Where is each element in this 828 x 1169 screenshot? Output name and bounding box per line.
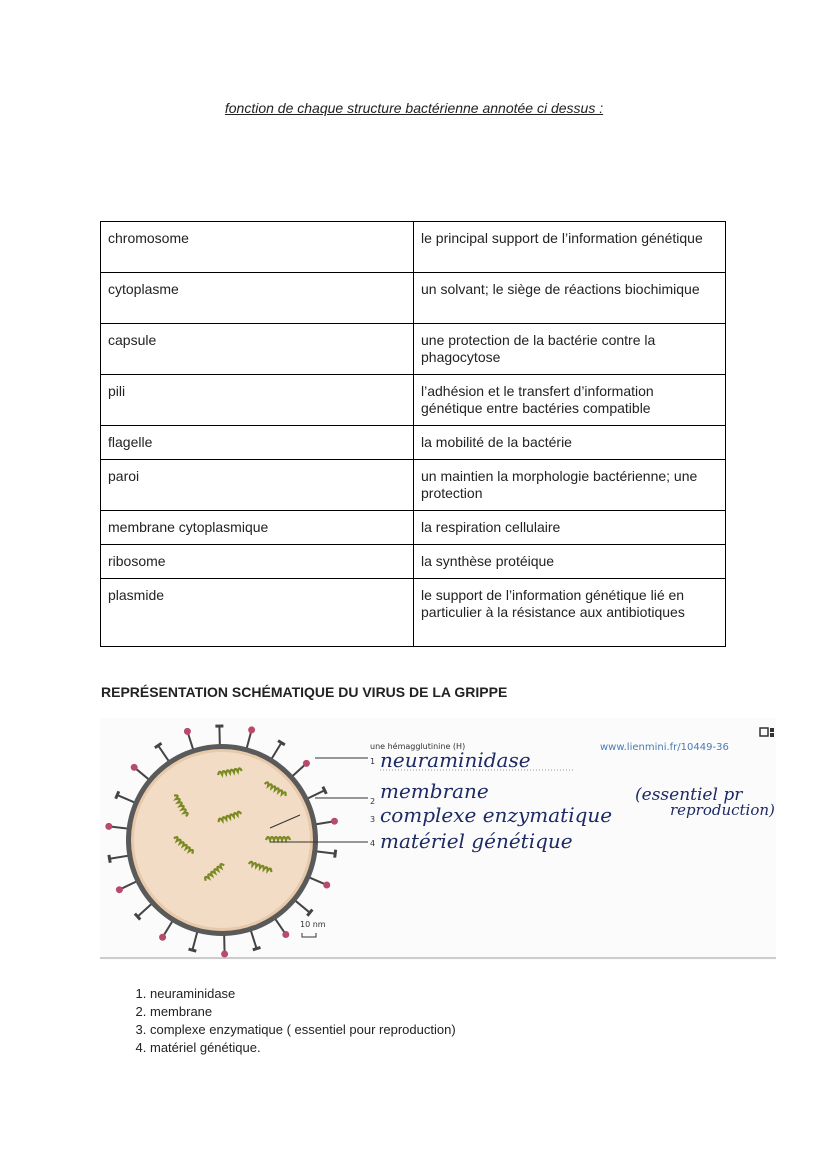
function-cell: la mobilité de la bactérie [414, 426, 726, 460]
neuraminidase-tip [116, 886, 123, 893]
structure-cell: capsule [101, 324, 414, 375]
function-cell: le support de l’information génétique lié en particulier à la résistance aux antibiotiques [414, 579, 726, 647]
neuraminidase-tip [248, 726, 255, 733]
neuraminidase-tip [184, 728, 191, 735]
structure-cell: plasmide [101, 579, 414, 647]
function-cell: un maintien la morphologie bactérienne; une protection [414, 460, 726, 511]
table-row [101, 375, 726, 426]
label-number-1: 1 [370, 757, 376, 766]
table-row [101, 579, 726, 647]
function-table [100, 221, 726, 647]
hemagglutinin-label: une hémagglutinine (H) [370, 742, 466, 751]
structure-cell: cytoplasme [101, 273, 414, 324]
answer-list [112, 985, 456, 1057]
list-item: 3. complexe enzymatique ( essentiel pour reproduction) [150, 1021, 456, 1039]
list-item: 1. neuraminidase [150, 985, 456, 1003]
label-number-3: 3 [370, 815, 376, 824]
handwritten-membrane: membrane [380, 779, 489, 803]
handwritten-complexe-enzymatique: complexe enzymatique [380, 803, 613, 827]
neuraminidase-tip [323, 881, 330, 888]
section-title: REPRÉSENTATION SCHÉMATIQUE DU VIRUS DE LA GRIPPE [101, 684, 508, 700]
function-cell: un solvant; le siège de réactions biochimique [414, 273, 726, 324]
structure-cell: pili [101, 375, 414, 426]
structure-cell: flagelle [101, 426, 414, 460]
structure-cell: membrane cytoplasmique [101, 511, 414, 545]
structure-cell: chromosome [101, 222, 414, 273]
function-cell: une protection de la bactérie contre la phagocytose [414, 324, 726, 375]
table-row [101, 426, 726, 460]
neuraminidase-tip [303, 760, 310, 767]
structure-cell: ribosome [101, 545, 414, 579]
table-row [101, 545, 726, 579]
hemagglutinin-tip [215, 724, 223, 727]
handwritten-neuraminidase: neuraminidase [380, 748, 531, 772]
scale-label: 10 nm [300, 920, 326, 929]
virus-figure [100, 718, 776, 960]
neuraminidase-tip [282, 931, 289, 938]
structure-cell: paroi [101, 460, 414, 511]
label-number-4: 4 [370, 839, 376, 848]
neuraminidase-tip [105, 823, 112, 830]
handwritten-note-1: (essentiel pr [635, 785, 743, 805]
handwritten-note-2: reproduction) [670, 801, 775, 819]
function-cell: la synthèse protéique [414, 545, 726, 579]
label-number-2: 2 [370, 797, 376, 806]
handwritten-materiel-genetique: matériel génétique [380, 829, 573, 853]
function-cell: l’adhésion et le transfert d’information génétique entre bactéries compatible [414, 375, 726, 426]
neuraminidase-tip [131, 764, 138, 771]
neuraminidase-tip [331, 818, 338, 825]
neuraminidase-tip [221, 950, 228, 957]
table-row [101, 324, 726, 375]
rna-segment [266, 837, 290, 840]
page-title: fonction de chaque structure bactérienne annotée ci dessus : [224, 100, 604, 116]
table-row [101, 460, 726, 511]
table-row [101, 222, 726, 273]
list-item: 4. matériel génétique. [150, 1039, 456, 1057]
url-label: www.lienmini.fr/10449-36 [600, 742, 729, 753]
table-row [101, 273, 726, 324]
table-row [101, 511, 726, 545]
neuraminidase-tip [159, 934, 166, 941]
virus-interior [134, 752, 310, 928]
function-cell: le principal support de l’information génétique [414, 222, 726, 273]
list-item: 2. membrane [150, 1003, 456, 1021]
function-cell: la respiration cellulaire [414, 511, 726, 545]
